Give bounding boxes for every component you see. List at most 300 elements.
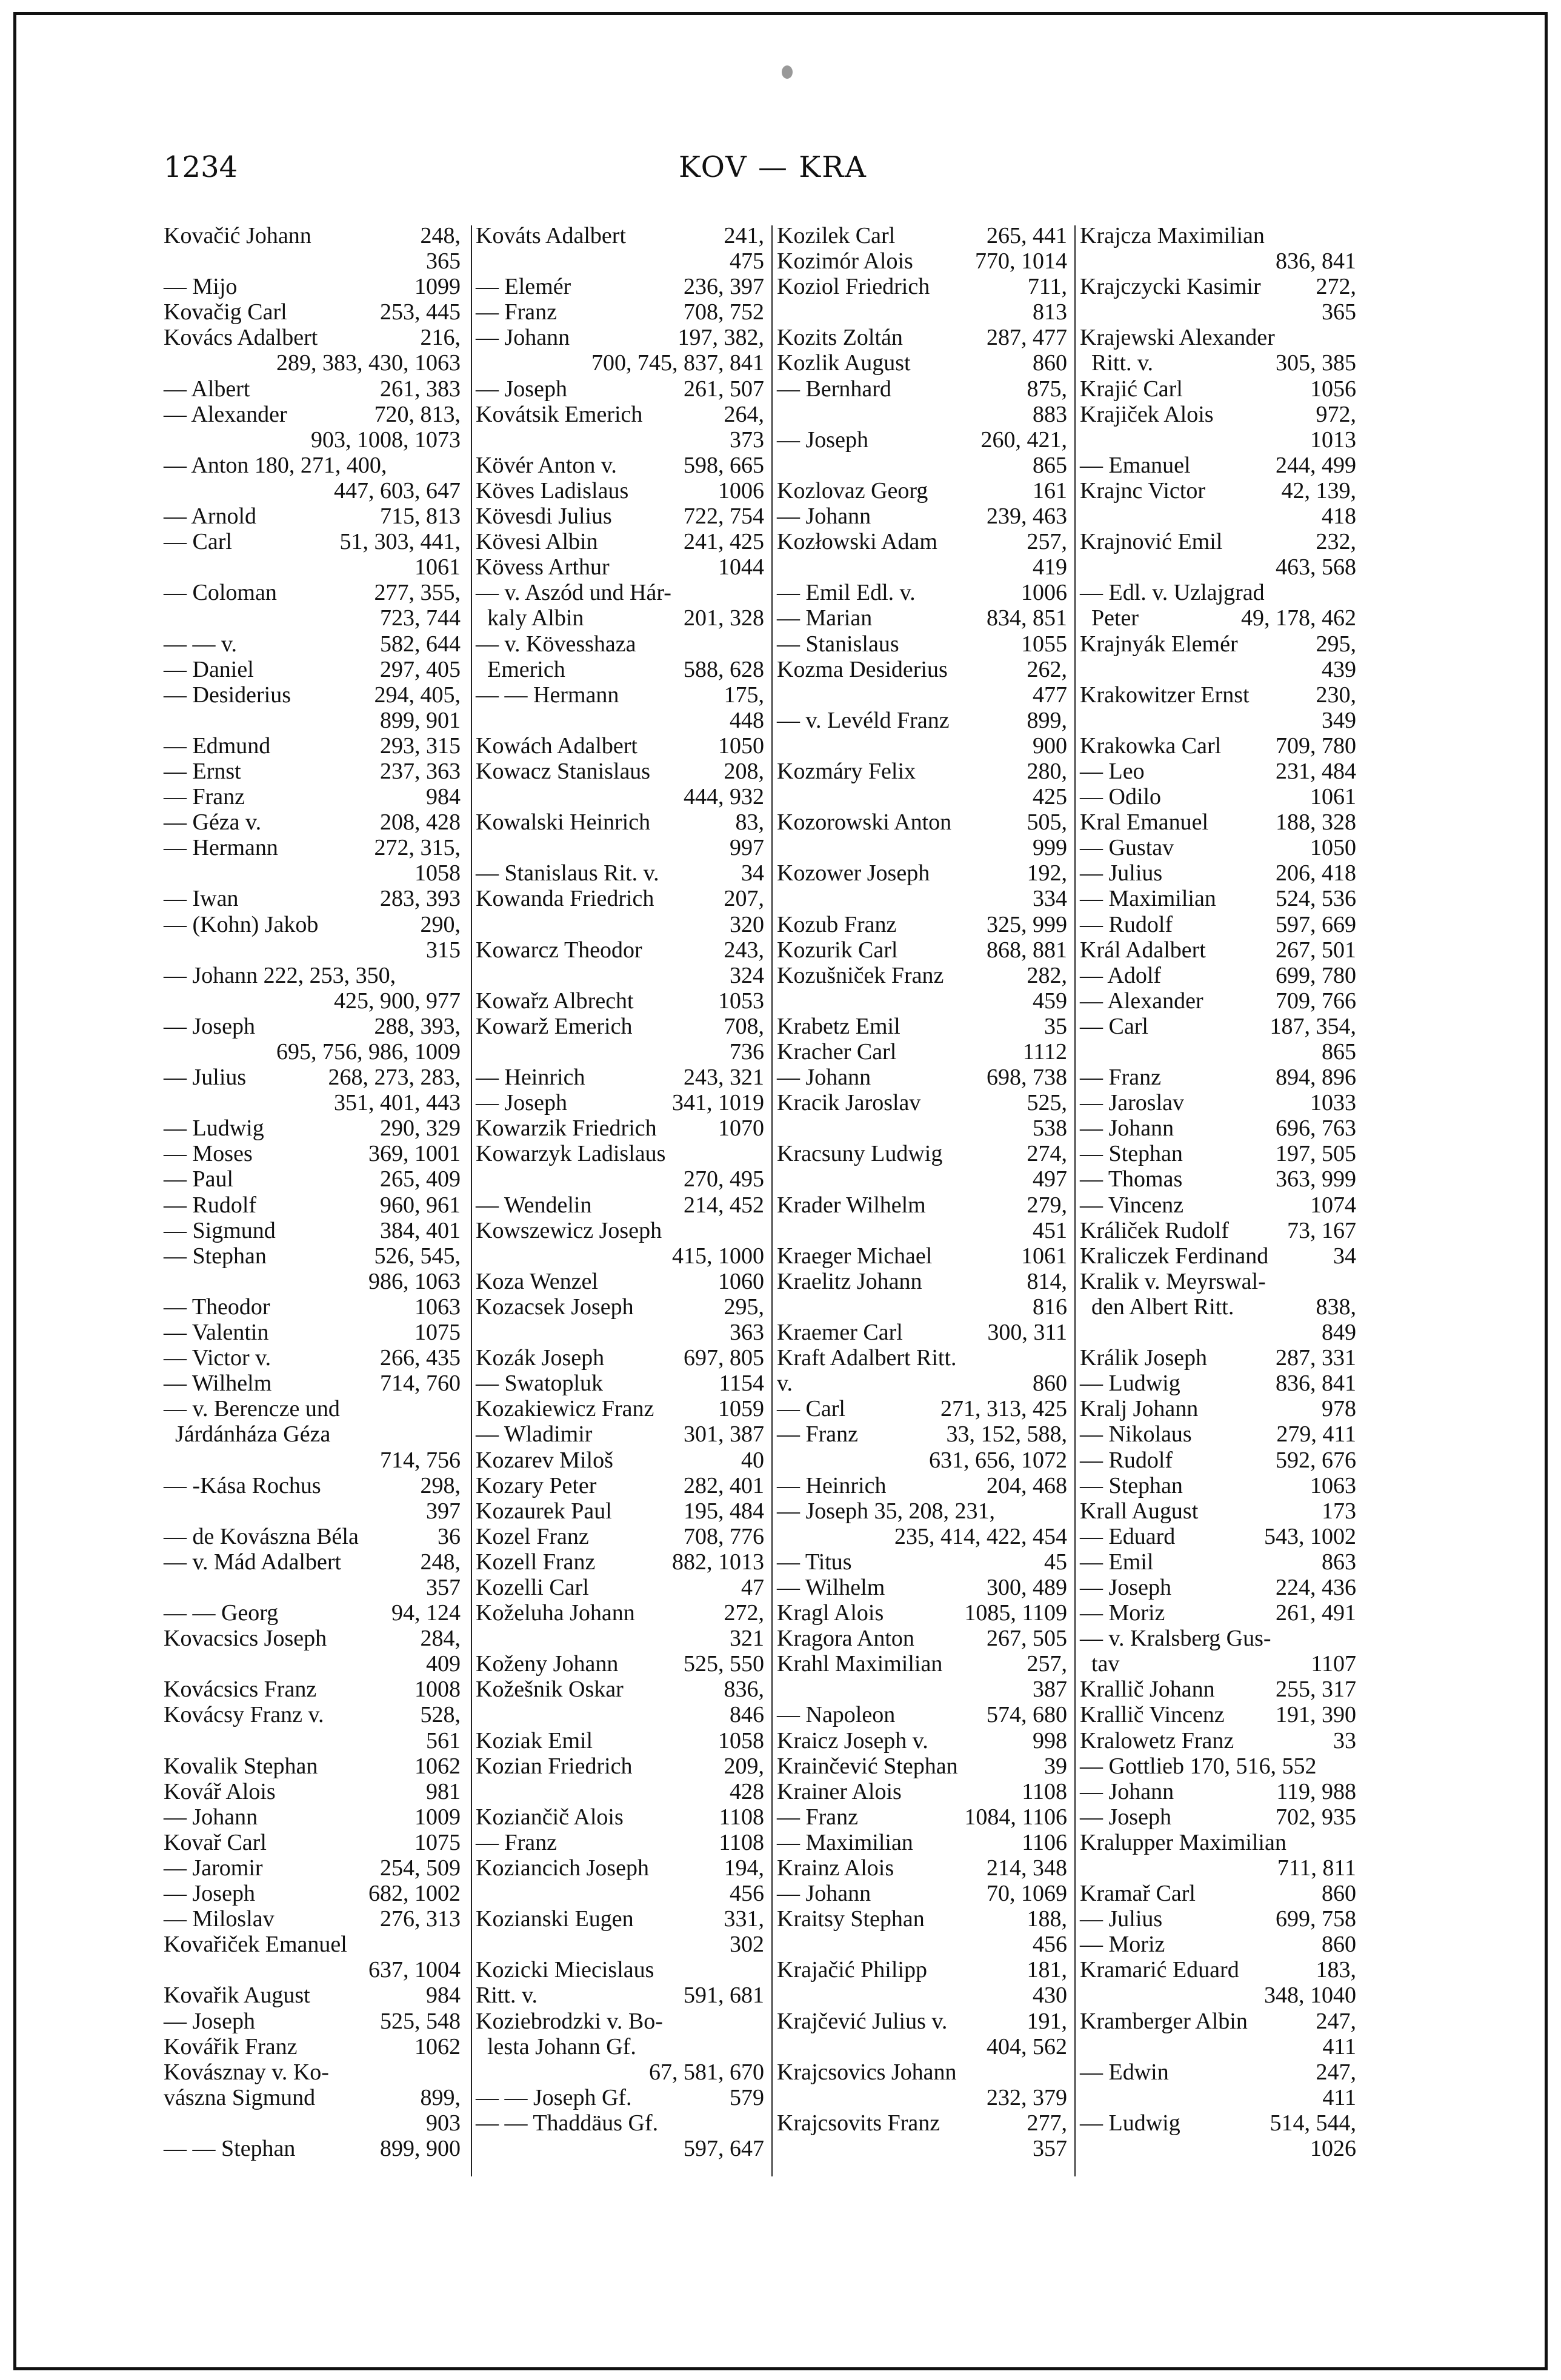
entry-pages: 998 [1033, 1727, 1067, 1753]
entry-pages: 42, 139, [1281, 477, 1356, 504]
entry-pages: 224, 436 [1276, 1574, 1356, 1600]
index-entry [1080, 1192, 1356, 1218]
entry-pages: 295, [724, 1294, 764, 1320]
index-entry [1080, 1218, 1356, 1243]
entry-pages: 411 [1322, 2084, 1356, 2110]
index-entry [1080, 1141, 1356, 1166]
entry-pages: 1062 [414, 2033, 461, 2059]
entry-pages: 206, 418 [1276, 860, 1356, 886]
index-entry [777, 1549, 1067, 1575]
index-entry [476, 453, 764, 478]
entry-pages: 272, [1316, 274, 1356, 300]
entry-name: Krajcza Maximilian [1080, 223, 1265, 248]
entry-name: Krallič Vincenz [1080, 1702, 1225, 1728]
entry-name: — Stephan [164, 1243, 267, 1269]
entry-pages: 899, [420, 2084, 461, 2110]
index-entry [476, 657, 764, 682]
entry-name: — Joseph 35, 208, 231, [777, 1498, 995, 1524]
index-entry [164, 1983, 461, 2008]
index-entry [476, 402, 764, 427]
index-entry [1080, 1932, 1356, 1957]
entry-name: Kozelli Carl [476, 1574, 589, 1600]
entry-name: den Albert Ritt. [1080, 1294, 1234, 1320]
index-entry [777, 1065, 1067, 1090]
index-entry [1080, 2110, 1356, 2136]
entry-pages: 411 [1322, 2033, 1356, 2059]
entry-pages: 34 [741, 860, 764, 886]
entry-pages: 288, 393, [374, 1013, 461, 1039]
index-entry [476, 1983, 764, 2008]
entry-pages: 709, 766 [1276, 988, 1356, 1014]
entry-pages: 194, [724, 1855, 764, 1881]
entry-pages: 1075 [414, 1829, 461, 1855]
entry-name: Kozianski Eugen [476, 1906, 634, 1932]
entry-name: — Johann [1080, 1115, 1174, 1142]
index-entry [476, 1421, 764, 1447]
index-entry [777, 299, 1067, 325]
entry-name: Kozimór Alois [777, 248, 913, 274]
entry-name: — Stanislaus Rit. v. [476, 860, 659, 886]
entry-name: — v. Levéld Franz [777, 707, 950, 733]
index-entry [1080, 733, 1356, 759]
entry-pages: 261, 507 [684, 376, 764, 402]
entry-pages: 248, [420, 223, 461, 248]
entry-pages: 1062 [414, 1753, 461, 1779]
entry-pages: 191, 390 [1276, 1702, 1356, 1728]
entry-name: — Franz [777, 1421, 859, 1448]
index-entry [777, 1881, 1067, 1906]
index-entry [164, 1090, 461, 1115]
entry-pages: 290, [420, 911, 461, 937]
entry-pages: 1108 [1022, 1778, 1067, 1804]
entry-pages: 836, 841 [1276, 1371, 1356, 1397]
index-entry [164, 1575, 461, 1600]
entry-pages: 899, [1027, 707, 1067, 733]
index-entry [1080, 708, 1356, 733]
entry-pages: 253, 445 [380, 299, 461, 325]
entry-name: Kovařik August [164, 1983, 310, 2009]
entry-name: — Adolf [1080, 962, 1162, 988]
entry-name: — Emil [1080, 1549, 1154, 1575]
entry-pages: 984 [426, 1983, 461, 2009]
entry-name: — Stephan [1080, 1141, 1183, 1167]
entry-pages: 526, 545, [374, 1243, 461, 1269]
index-entry [476, 1218, 764, 1243]
index-entry [164, 886, 461, 911]
entry-pages: 736 [730, 1039, 764, 1065]
entry-pages: 860 [1322, 1932, 1356, 1958]
index-entry [164, 708, 461, 733]
entry-pages: 298, [420, 1472, 461, 1498]
entry-name: — Albert [164, 376, 250, 402]
entry-name: Kövess Arthur [476, 554, 610, 580]
entry-pages: 1063 [1310, 1472, 1356, 1498]
entry-name: vászna Sigmund [164, 2084, 316, 2110]
entry-pages: 34 [1333, 1243, 1356, 1269]
index-entry [1080, 1115, 1356, 1141]
entry-pages: 73, 167 [1287, 1217, 1356, 1243]
index-entry [476, 1779, 764, 1804]
entry-pages: 331, [724, 1906, 764, 1932]
index-column-3 [777, 223, 1067, 2180]
index-entry [164, 1779, 461, 1804]
entry-pages: 875, [1027, 376, 1067, 402]
entry-pages: 289, 383, 430, 1063 [276, 350, 461, 376]
entry-pages: 280, [1027, 758, 1067, 784]
entry-name: — Leo [1080, 758, 1145, 784]
entry-pages: 39 [1044, 1753, 1067, 1779]
entry-pages: 714, 756 [380, 1447, 461, 1473]
entry-name: Koženy Johann [476, 1651, 619, 1677]
entry-pages: 67, 581, 670 [649, 2059, 764, 2085]
index-entry [1080, 1549, 1356, 1575]
entry-pages: 561 [426, 1727, 461, 1753]
entry-name: — Victor v. [164, 1345, 271, 1371]
index-entry [777, 809, 1067, 835]
entry-name: Král Adalbert [1080, 937, 1206, 963]
entry-name: — v. Kövesshaza [476, 631, 636, 657]
entry-name: Kováts Adalbert [476, 223, 627, 248]
entry-pages: 1006 [1021, 580, 1067, 606]
entry-name: Kozub Franz [777, 911, 897, 937]
index-entry [777, 1983, 1067, 2008]
entry-pages: 305, 385 [1276, 350, 1356, 376]
entry-pages: 295, [1316, 631, 1356, 657]
entry-name: — Arnold [164, 504, 257, 530]
entry-pages: 325, 999 [987, 911, 1067, 937]
index-entry [476, 376, 764, 402]
entry-pages: 723, 744 [380, 605, 461, 631]
entry-pages: 525, 550 [684, 1651, 764, 1677]
index-entry [164, 1498, 461, 1524]
entry-name: — Paul [164, 1166, 234, 1192]
entry-name: Kozian Friedrich [476, 1753, 633, 1779]
index-entry [1080, 2136, 1356, 2161]
index-entry [164, 809, 461, 835]
entry-name: — Rudolf [1080, 1447, 1173, 1473]
entry-pages: 477 [1033, 682, 1067, 708]
entry-pages: 1055 [1021, 631, 1067, 657]
index-entry [164, 1115, 461, 1141]
index-entry [1080, 937, 1356, 963]
entry-name: Kovař Carl [164, 1829, 267, 1855]
entry-pages: 834, 851 [987, 605, 1067, 631]
entry-name: v. [777, 1371, 793, 1397]
index-entry [164, 1345, 461, 1371]
index-entry [476, 605, 764, 631]
index-entry [1080, 1243, 1356, 1269]
entry-name: Kramberger Albin [1080, 2008, 1248, 2034]
entry-name: — Joseph [1080, 1574, 1171, 1600]
entry-name: — Gustav [1080, 835, 1174, 861]
index-entry [476, 1626, 764, 1651]
index-entry [476, 2009, 764, 2034]
entry-pages: 267, 501 [1276, 937, 1356, 963]
index-entry [777, 580, 1067, 605]
entry-pages: 459 [1033, 988, 1067, 1014]
entry-name: Kovačig Carl [164, 299, 287, 325]
entry-name: Krajačić Philipp [777, 1957, 927, 1983]
index-entry [164, 2085, 461, 2110]
entry-pages: 284, [420, 1626, 461, 1652]
entry-pages: 321 [730, 1626, 764, 1652]
entry-pages: 883 [1033, 401, 1067, 427]
entry-name: Krakowka Carl [1080, 733, 1222, 759]
entry-pages: 301, 387 [684, 1421, 764, 1448]
entry-pages: 456 [1033, 1932, 1067, 1958]
index-entry [164, 988, 461, 1014]
index-entry [777, 1524, 1067, 1549]
entry-pages: 1108 [719, 1804, 764, 1830]
index-entry [1080, 1039, 1356, 1065]
entry-name: Králik Joseph [1080, 1345, 1208, 1371]
index-entry [164, 1651, 461, 1677]
index-entry [777, 886, 1067, 911]
entry-name: — Elemér [476, 274, 571, 300]
index-entry [476, 886, 764, 911]
index-entry [476, 988, 764, 1014]
index-entry [476, 1294, 764, 1320]
index-entry [476, 1396, 764, 1421]
index-entry [164, 657, 461, 682]
index-entry [164, 529, 461, 554]
index-entry [476, 1243, 764, 1269]
index-entry [164, 1855, 461, 1881]
index-entry [777, 2034, 1067, 2059]
entry-pages: 409 [426, 1651, 461, 1677]
index-entry [476, 2085, 764, 2110]
index-entry [164, 376, 461, 402]
index-entry [476, 1014, 764, 1039]
entry-name: Kozma Desiderius [777, 656, 948, 682]
index-entry [476, 478, 764, 504]
index-entry [476, 1141, 764, 1166]
index-entry [476, 325, 764, 350]
entry-pages: 711, [1027, 274, 1067, 300]
entry-pages: 700, 745, 837, 841 [591, 350, 764, 376]
index-entry [777, 860, 1067, 886]
entry-name: — Johann [777, 1881, 871, 1907]
entry-pages: 1084, 1106 [964, 1804, 1067, 1830]
entry-pages: 714, 760 [380, 1371, 461, 1397]
entry-pages: 173 [1322, 1498, 1356, 1524]
entry-name: — Joseph [476, 376, 567, 402]
entry-name: — Wilhelm [164, 1371, 272, 1397]
entry-name: Kozlik August [777, 350, 911, 376]
entry-name: — Stanislaus [777, 631, 899, 657]
index-entry [777, 2059, 1067, 2085]
index-entry [476, 2034, 764, 2059]
index-column-2 [476, 223, 764, 2180]
entry-pages: 715, 813 [380, 504, 461, 530]
entry-pages: 1085, 1109 [964, 1600, 1067, 1626]
entry-pages: 1056 [1310, 376, 1356, 402]
entry-pages: 447, 603, 647 [334, 477, 461, 504]
entry-name: — Coloman [164, 580, 277, 606]
index-entry [476, 1881, 764, 1906]
entry-pages: 207, [724, 886, 764, 912]
entry-pages: 419 [1033, 554, 1067, 580]
entry-name: Kovářik Franz [164, 2033, 298, 2059]
entry-pages: 283, 393 [380, 886, 461, 912]
entry-name: — Franz [476, 299, 558, 325]
entry-pages: 1044 [718, 554, 764, 580]
entry-pages: 247, [1316, 2008, 1356, 2034]
entry-pages: 708, 752 [684, 299, 764, 325]
index-entry [476, 1473, 764, 1498]
entry-pages: 36 [438, 1523, 461, 1549]
entry-pages: 265, 441 [987, 223, 1067, 248]
entry-pages: 277, 355, [374, 580, 461, 606]
index-entry [777, 223, 1067, 248]
entry-pages: 903, 1008, 1073 [311, 427, 461, 453]
index-entry [777, 478, 1067, 504]
entry-pages: 1075 [414, 1320, 461, 1346]
index-entry [1080, 1702, 1356, 1727]
entry-name: Kozušniček Franz [777, 962, 944, 988]
index-entry [476, 708, 764, 733]
index-entry [777, 912, 1067, 937]
entry-pages: 451 [1033, 1217, 1067, 1243]
entry-pages: 248, [420, 1549, 461, 1575]
entry-name: — (Kohn) Jakob [164, 911, 319, 937]
index-entry [476, 504, 764, 529]
entry-pages: 1033 [1310, 1090, 1356, 1116]
index-entry [777, 1115, 1067, 1141]
index-entry [1080, 1320, 1356, 1345]
index-entry [164, 504, 461, 529]
entry-pages: 302 [730, 1932, 764, 1958]
index-entry [164, 1830, 461, 1855]
index-entry [1080, 2034, 1356, 2059]
entry-pages: 51, 303, 441, [339, 529, 461, 555]
entry-name: lesta Johann Gf. [476, 2033, 636, 2059]
index-column-1 [164, 223, 461, 2180]
entry-name: — Emanuel [1080, 452, 1191, 478]
entry-name: Kozilek Carl [777, 223, 896, 248]
entry-pages: 863 [1322, 1549, 1356, 1575]
index-entry [1080, 554, 1356, 580]
index-entry [476, 427, 764, 453]
index-entry [1080, 631, 1356, 657]
index-entry [777, 1421, 1067, 1447]
index-entry [1080, 453, 1356, 478]
index-entry [164, 759, 461, 784]
index-entry [164, 1065, 461, 1090]
index-entry [1080, 325, 1356, 350]
entry-pages: 265, 409 [380, 1166, 461, 1192]
entry-pages: 1061 [414, 554, 461, 580]
entry-pages: 349 [1322, 707, 1356, 733]
index-entry [164, 580, 461, 605]
entry-name: Koziak Emil [476, 1727, 593, 1753]
entry-pages: 631, 656, 1072 [929, 1447, 1067, 1473]
entry-name: Kövesdi Julius [476, 504, 612, 530]
index-entry [164, 1473, 461, 1498]
entry-pages: 351, 401, 443 [334, 1090, 461, 1116]
entry-name: — Theodor [164, 1294, 270, 1320]
entry-pages: 846 [730, 1702, 764, 1728]
index-entry [164, 1014, 461, 1039]
index-entry [476, 1090, 764, 1115]
entry-pages: 254, 509 [380, 1855, 461, 1881]
entry-name: — Emil Edl. v. [777, 580, 916, 606]
index-entry [777, 1626, 1067, 1651]
index-entry [476, 223, 764, 248]
entry-pages: 334 [1033, 886, 1067, 912]
index-entry [777, 657, 1067, 682]
index-entry [1080, 1983, 1356, 2008]
entry-name: Kovátsik Emerich [476, 401, 643, 427]
index-entry [777, 1575, 1067, 1600]
index-entry [1080, 1090, 1356, 1115]
entry-pages: 709, 780 [1276, 733, 1356, 759]
entry-name: Kraemer Carl [777, 1320, 903, 1346]
entry-pages: 697, 805 [684, 1345, 764, 1371]
entry-pages: 708, 776 [684, 1523, 764, 1549]
entry-pages: 682, 1002 [368, 1881, 461, 1907]
entry-name: Kralupper Maximilian [1080, 1829, 1286, 1855]
index-entry [164, 912, 461, 937]
index-entry [1080, 1855, 1356, 1881]
index-entry [476, 299, 764, 325]
entry-name: — Stephan [1080, 1472, 1183, 1498]
entry-name: Kovács Adalbert [164, 325, 318, 351]
index-entry [476, 274, 764, 299]
entry-pages: 999 [1033, 835, 1067, 861]
entry-pages: 1058 [718, 1727, 764, 1753]
entry-pages: 282, [1027, 962, 1067, 988]
entry-name: Kovář Alois [164, 1778, 276, 1804]
entry-name: — Carl [777, 1396, 845, 1422]
entry-name: Krader Wilhelm [777, 1192, 926, 1218]
entry-name: Kowszewicz Joseph [476, 1217, 662, 1243]
index-entry [164, 1243, 461, 1269]
entry-name: Kraicz Joseph v. [777, 1727, 928, 1753]
index-entry [164, 1320, 461, 1345]
index-entry [476, 1702, 764, 1727]
entry-name: — Edwin [1080, 2059, 1169, 2085]
index-entry [476, 809, 764, 835]
index-entry [777, 1014, 1067, 1039]
entry-pages: 230, [1316, 682, 1356, 708]
index-entry [777, 631, 1067, 657]
entry-pages: 1013 [1310, 427, 1356, 453]
entry-name: Kovařiček Emanuel [164, 1932, 347, 1958]
entry-name: — Johann [1080, 1778, 1174, 1804]
entry-pages: 598, 665 [684, 452, 764, 478]
entry-pages: 188, 328 [1276, 809, 1356, 836]
entry-pages: 860 [1033, 350, 1067, 376]
index-entry [164, 631, 461, 657]
entry-pages: 1058 [414, 860, 461, 886]
index-entry [476, 835, 764, 860]
index-entry [164, 860, 461, 886]
entry-name: — Joseph [1080, 1804, 1171, 1830]
index-entry [476, 1166, 764, 1192]
entry-pages: 363, 999 [1276, 1166, 1356, 1192]
entry-pages: 960, 961 [380, 1192, 461, 1218]
entry-pages: 439 [1322, 656, 1356, 682]
index-entry [164, 1039, 461, 1065]
entry-pages: 528, [420, 1702, 461, 1728]
index-entry [777, 554, 1067, 580]
index-entry [476, 1957, 764, 1983]
index-entry [777, 1498, 1067, 1524]
index-entry [476, 248, 764, 274]
entry-name: — Joseph [777, 427, 868, 453]
entry-name: — Gottlieb 170, 516, 552 [1080, 1753, 1317, 1779]
